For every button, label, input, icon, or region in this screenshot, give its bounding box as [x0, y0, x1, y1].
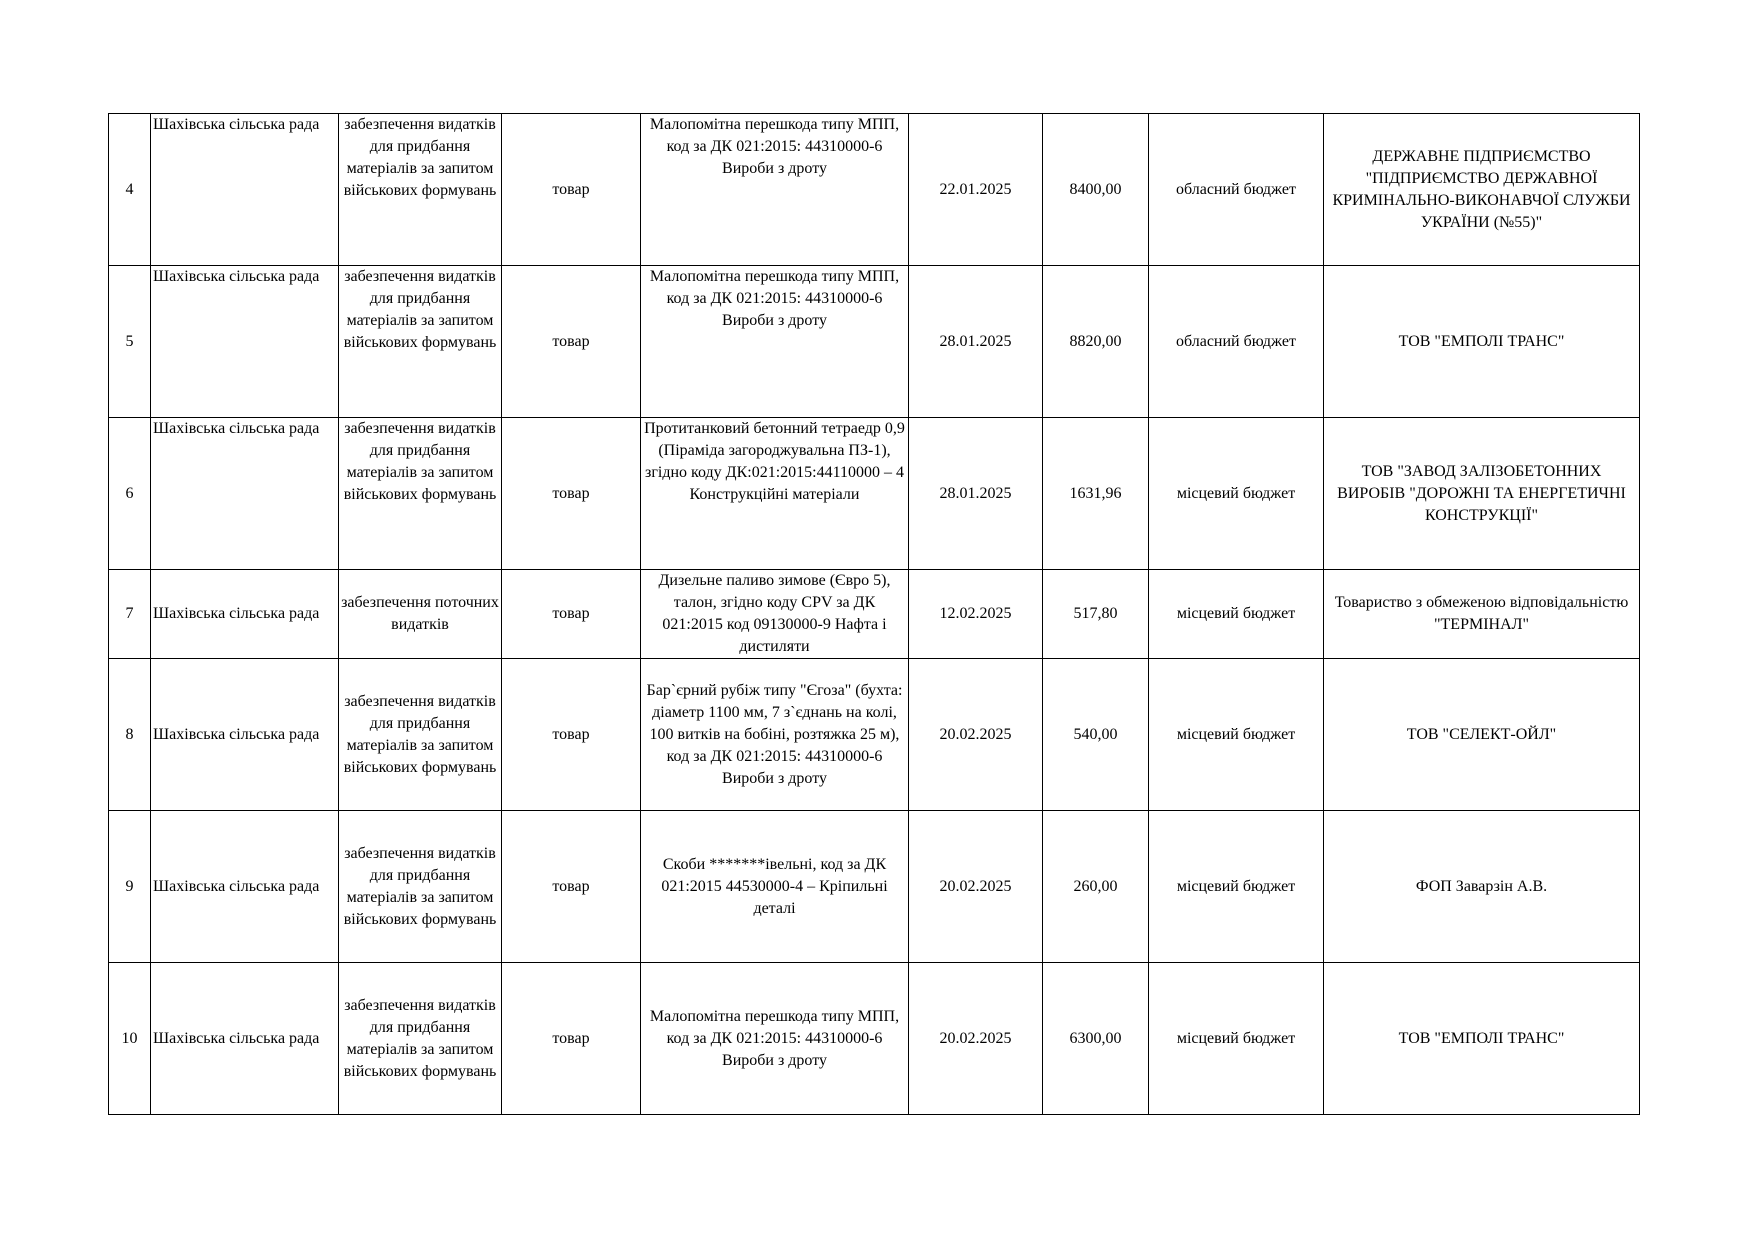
- budget-cell: місцевий бюджет: [1149, 570, 1324, 659]
- amount-cell: 8400,00: [1043, 114, 1149, 266]
- customer-cell: Шахівська сільська рада: [151, 266, 339, 418]
- row-number: 8: [109, 659, 151, 811]
- type-cell: товар: [502, 963, 641, 1115]
- subject-cell: Бар`єрний рубіж типу "Єгоза" (бухта: діаметр 1100 мм, 7 з`єднань на колі, 100 витків на бобіні, розтяжка 25 м), код за ДК 021:2015: 44310000-6 Вироби з дроту: [641, 659, 909, 811]
- table-row: [109, 570, 1640, 659]
- customer-cell: Шахівська сільська рада: [151, 570, 339, 659]
- date-cell: 28.01.2025: [909, 418, 1043, 570]
- supplier-cell: ТОВ "ЕМПОЛІ ТРАНС": [1324, 963, 1640, 1115]
- amount-cell: 6300,00: [1043, 963, 1149, 1115]
- amount-cell: 1631,96: [1043, 418, 1149, 570]
- table-row: [109, 418, 1640, 570]
- budget-cell: місцевий бюджет: [1149, 963, 1324, 1115]
- subject-cell: Малопомітна перешкода типу МПП, код за ДК 021:2015: 44310000-6 Вироби з дроту: [641, 266, 909, 418]
- date-cell: 12.02.2025: [909, 570, 1043, 659]
- type-cell: товар: [502, 570, 641, 659]
- purpose-cell: забезпечення видатків для придбання матеріалів за запитом військових формувань: [339, 963, 502, 1115]
- date-cell: 22.01.2025: [909, 114, 1043, 266]
- customer-cell: Шахівська сільська рада: [151, 963, 339, 1115]
- row-number: 5: [109, 266, 151, 418]
- subject-cell: Дизельне паливо зимове (Євро 5), талон, згідно коду CPV за ДК 021:2015 код 09130000-9 Нафта і дистиляти: [641, 570, 909, 659]
- date-cell: 20.02.2025: [909, 963, 1043, 1115]
- purpose-cell: забезпечення видатків для придбання матеріалів за запитом військових формувань: [339, 811, 502, 963]
- customer-cell: Шахівська сільська рада: [151, 811, 339, 963]
- supplier-cell: ТОВ "ЗАВОД ЗАЛІЗОБЕТОННИХ ВИРОБІВ "ДОРОЖНІ ТА ЕНЕРГЕТИЧНІ КОНСТРУКЦІЇ": [1324, 418, 1640, 570]
- subject-cell: Протитанковий бетонний тетраедр 0,9 (Піраміда загороджувальна ПЗ-1), згідно коду ДК:021:2015:44110000 – 4 Конструкційні матеріали: [641, 418, 909, 570]
- supplier-cell: Товариство з обмеженою відповідальністю "ТЕРМІНАЛ": [1324, 570, 1640, 659]
- supplier-cell: ДЕРЖАВНЕ ПІДПРИЄМСТВО "ПІДПРИЄМСТВО ДЕРЖАВНОЇ КРИМІНАЛЬНО-ВИКОНАВЧОЇ СЛУЖБИ УКРАЇНИ (№55)": [1324, 114, 1640, 266]
- table-row: [109, 266, 1640, 418]
- row-number: 4: [109, 114, 151, 266]
- date-cell: 20.02.2025: [909, 659, 1043, 811]
- amount-cell: 517,80: [1043, 570, 1149, 659]
- row-number: 9: [109, 811, 151, 963]
- budget-cell: місцевий бюджет: [1149, 659, 1324, 811]
- type-cell: товар: [502, 418, 641, 570]
- type-cell: товар: [502, 114, 641, 266]
- budget-cell: обласний бюджет: [1149, 266, 1324, 418]
- purpose-cell: забезпечення поточних видатків: [339, 570, 502, 659]
- supplier-cell: ФОП Заварзін А.В.: [1324, 811, 1640, 963]
- purpose-cell: забезпечення видатків для придбання матеріалів за запитом військових формувань: [339, 114, 502, 266]
- procurement-table: [108, 113, 1640, 1115]
- type-cell: товар: [502, 811, 641, 963]
- customer-cell: Шахівська сільська рада: [151, 114, 339, 266]
- subject-cell: Малопомітна перешкода типу МПП, код за ДК 021:2015: 44310000-6 Вироби з дроту: [641, 114, 909, 266]
- procurement-table-sheet: [108, 113, 1639, 1115]
- purpose-cell: забезпечення видатків для придбання матеріалів за запитом військових формувань: [339, 659, 502, 811]
- table-row: [109, 963, 1640, 1115]
- supplier-cell: ТОВ "СЕЛЕКТ-ОЙЛ": [1324, 659, 1640, 811]
- row-number: 10: [109, 963, 151, 1115]
- table-row: [109, 659, 1640, 811]
- date-cell: 28.01.2025: [909, 266, 1043, 418]
- customer-cell: Шахівська сільська рада: [151, 659, 339, 811]
- amount-cell: 540,00: [1043, 659, 1149, 811]
- purpose-cell: забезпечення видатків для придбання матеріалів за запитом військових формувань: [339, 418, 502, 570]
- table-row: [109, 811, 1640, 963]
- customer-cell: Шахівська сільська рада: [151, 418, 339, 570]
- supplier-cell: ТОВ "ЕМПОЛІ ТРАНС": [1324, 266, 1640, 418]
- purpose-cell: забезпечення видатків для придбання матеріалів за запитом військових формувань: [339, 266, 502, 418]
- row-number: 7: [109, 570, 151, 659]
- budget-cell: місцевий бюджет: [1149, 418, 1324, 570]
- type-cell: товар: [502, 659, 641, 811]
- table-row: [109, 114, 1640, 266]
- budget-cell: обласний бюджет: [1149, 114, 1324, 266]
- row-number: 6: [109, 418, 151, 570]
- amount-cell: 8820,00: [1043, 266, 1149, 418]
- subject-cell: Скоби *******івельні, код за ДК 021:2015 44530000-4 – Кріпильні деталі: [641, 811, 909, 963]
- type-cell: товар: [502, 266, 641, 418]
- date-cell: 20.02.2025: [909, 811, 1043, 963]
- budget-cell: місцевий бюджет: [1149, 811, 1324, 963]
- subject-cell: Малопомітна перешкода типу МПП, код за ДК 021:2015: 44310000-6 Вироби з дроту: [641, 963, 909, 1115]
- amount-cell: 260,00: [1043, 811, 1149, 963]
